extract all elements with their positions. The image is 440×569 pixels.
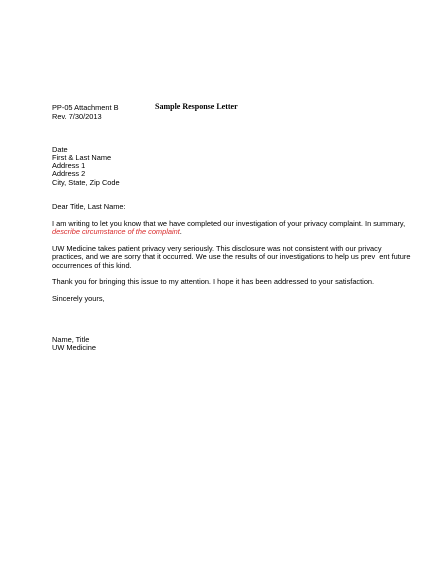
attachment-label: PP-05 Attachment B <box>52 103 119 112</box>
closing: Sincerely yours, <box>52 294 105 303</box>
date-line: Date <box>52 145 68 154</box>
address-line-1: Address 1 <box>52 161 86 170</box>
paragraph-2-line-3: occurrences of this kind. <box>52 261 132 270</box>
letter-title: Sample Response Letter <box>155 102 238 111</box>
salutation: Dear Title, Last Name: <box>52 202 126 211</box>
paragraph-2-line-1: UW Medicine takes patient privacy very seriously. This disclosure was not consistent with our privacy <box>52 244 382 253</box>
revision-date: Rev. 7/30/2013 <box>52 112 102 121</box>
signer-name-title: Name, Title <box>52 335 90 344</box>
signer-organization: UW Medicine <box>52 343 96 352</box>
paragraph-1-end: . <box>179 227 182 236</box>
recipient-name: First & Last Name <box>52 153 112 162</box>
paragraph-2-line-2: practices, and we are sorry that it occurred. We use the results of our investigations to help us prev ent future <box>52 252 411 261</box>
paragraph-3: Thank you for bringing this issue to my attention. I hope it has been addressed to your satisfaction. <box>52 277 375 286</box>
paragraph-1-line-2 <box>52 227 182 236</box>
complaint-placeholder: describe circumstance of the complaint <box>52 227 180 236</box>
paragraph-1-line-1: I am writing to let you know that we have completed our investigation of your privacy complaint. In summary, <box>52 219 406 228</box>
address-line-2: Address 2 <box>52 169 86 178</box>
city-state-zip: City, State, Zip Code <box>52 178 120 187</box>
